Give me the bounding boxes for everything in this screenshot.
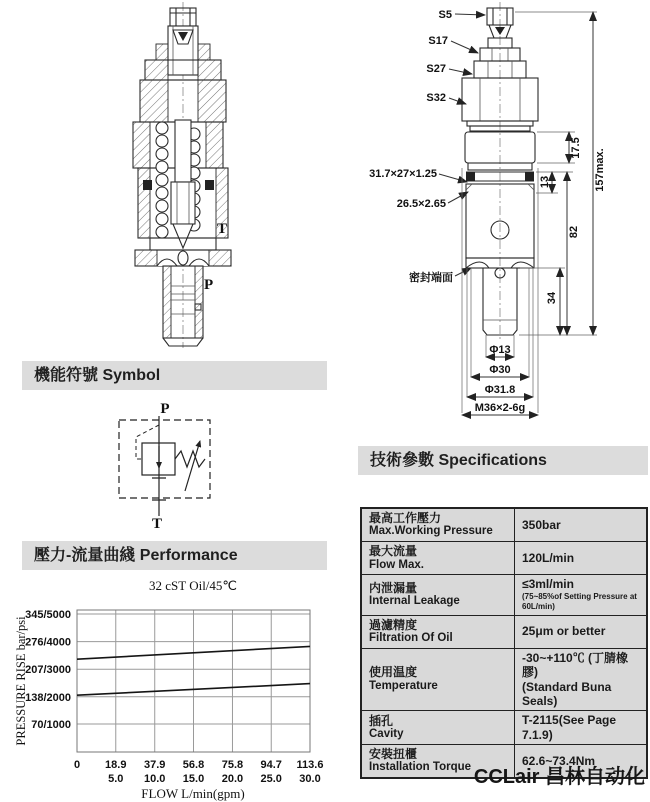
dim-dia31-8: Φ31.8 [484,384,516,396]
spec-name-en: Filtration Of Oil [369,631,453,644]
symbol-port-t: T [151,516,163,532]
spec-name-en: Cavity [369,727,404,740]
spec-value: -30~+110℃ (丁腈橡膠) [522,650,629,680]
spec-value: 25μm or better [522,624,606,639]
x-tick-lmin: 0 [73,759,81,771]
spec-name-cell [361,575,515,615]
label-s27: S27 [426,63,446,75]
spec-row [361,648,647,711]
spec-row [361,575,647,615]
y-tick-label: 276/4000 [25,636,71,649]
dim-34: 34 [546,291,558,305]
spec-row [361,508,647,542]
spec-value: 62.6~73.4Nm [522,753,596,768]
label-s32: S32 [426,92,446,104]
x-tick-gpm: 10.0 [144,773,166,785]
spec-row [361,615,647,648]
x-tick-lmin: 113.6 [296,759,324,771]
chart-xlabel: FLOW L/min(gpm) [141,786,245,801]
brand-logo: CCLair 昌林自动化 [473,766,645,788]
spec-name-en: Temperature [369,679,438,692]
spec-name-cell [361,542,515,575]
spec-name-en: Installation Torque [369,761,472,774]
label-backup-ring: 31.7×27×1.25 [369,168,437,180]
x-tick-lmin: 75.8 [221,759,244,771]
spec-value: 120L/min [522,551,575,566]
y-tick-label: 138/2000 [25,691,71,704]
spec-value-note: (75~85%of Setting Pressure at 60L/min) [522,591,637,612]
spec-name-zh: 安裝扭櫃 [369,747,418,762]
specs-table [360,507,648,779]
spec-value: ≤3ml/min [522,577,574,592]
spec-value-cell [515,711,648,745]
performance-chart [15,578,350,802]
symbol-section-heading [22,361,327,390]
hydraulic-symbol-diagram [95,396,265,531]
x-tick-gpm: 30.0 [299,773,321,785]
spec-row [361,711,647,745]
spec-name-zh: 過濾精度 [369,617,418,632]
x-tick-lmin: 56.8 [182,759,205,771]
x-tick-gpm: 20.0 [221,773,244,785]
dim-17-5: 17.5 [570,137,582,159]
x-tick-lmin: 18.9 [105,759,127,771]
spec-value-cell [515,508,648,542]
chart-ylabel: PRESSURE RISE bar/psi [14,616,28,746]
spec-name-en: Max.Working Pressure [369,525,493,538]
dim-thread: M36×2-6g [474,402,526,414]
spec-name-en: Internal Leakage [369,595,460,608]
chart-title: 32 cST Oil/45℃ [148,578,238,593]
spec-value-line2: (Standard Buna Seals) [522,679,612,708]
chart-plot-area [25,609,323,785]
spec-row [361,542,647,575]
dim-82: 82 [568,225,580,239]
spec-name-zh: 内泄漏量 [369,580,418,595]
symbol-heading-text: 機能符號 Symbol [34,367,161,384]
spec-name-cell [361,615,515,648]
dim-dia13: Φ13 [489,344,511,356]
spec-value-cell [515,542,648,575]
symbol-port-p: P [160,401,170,417]
valve-dimension-drawing [355,0,650,420]
spec-value-cell [515,615,648,648]
x-tick-gpm: 5.0 [108,773,124,785]
spec-value: T-2115(See Page 7.1.9) [522,713,617,742]
label-s5: S5 [438,9,452,21]
spec-name-zh: 最高工作壓力 [369,511,442,525]
performance-section-heading [22,541,327,570]
port-label-p: P [204,277,214,293]
y-tick-label: 345/5000 [25,609,71,621]
dim-157max: 157max. [594,148,606,192]
label-s17: S17 [428,35,448,47]
spec-name-cell [361,648,515,711]
specs-section-heading [358,446,648,475]
spec-name-en: Flow Max. [369,558,424,571]
spec-name-cell [361,508,515,542]
spec-name-zh: 插孔 [369,713,394,728]
x-tick-gpm: 25.0 [260,773,282,785]
label-o-ring: 26.5×2.65 [396,198,446,210]
dim-dia30: Φ30 [489,364,511,376]
y-tick-label: 70/1000 [31,719,71,731]
y-tick-label: 207/3000 [25,664,71,677]
spec-value-cell [515,648,648,711]
spec-name-zh: 最大流量 [369,544,418,559]
spec-name-zh: 使用温度 [369,665,418,680]
label-seal-face: 密封端面 [409,272,453,284]
valve-cross-section-drawing [105,0,265,350]
specs-heading-text: 技術參數 Specifications [370,452,547,469]
spec-value-cell [515,575,648,615]
performance-heading-text: 壓力-流量曲綫 Performance [34,547,238,564]
x-tick-lmin: 94.7 [260,759,282,771]
x-tick-gpm: 15.0 [182,773,205,785]
spec-value: 350bar [522,517,561,532]
port-label-t: T [217,221,228,237]
dim-13: 13 [539,175,551,189]
x-tick-lmin: 37.9 [144,759,166,771]
spec-name-cell [361,711,515,745]
